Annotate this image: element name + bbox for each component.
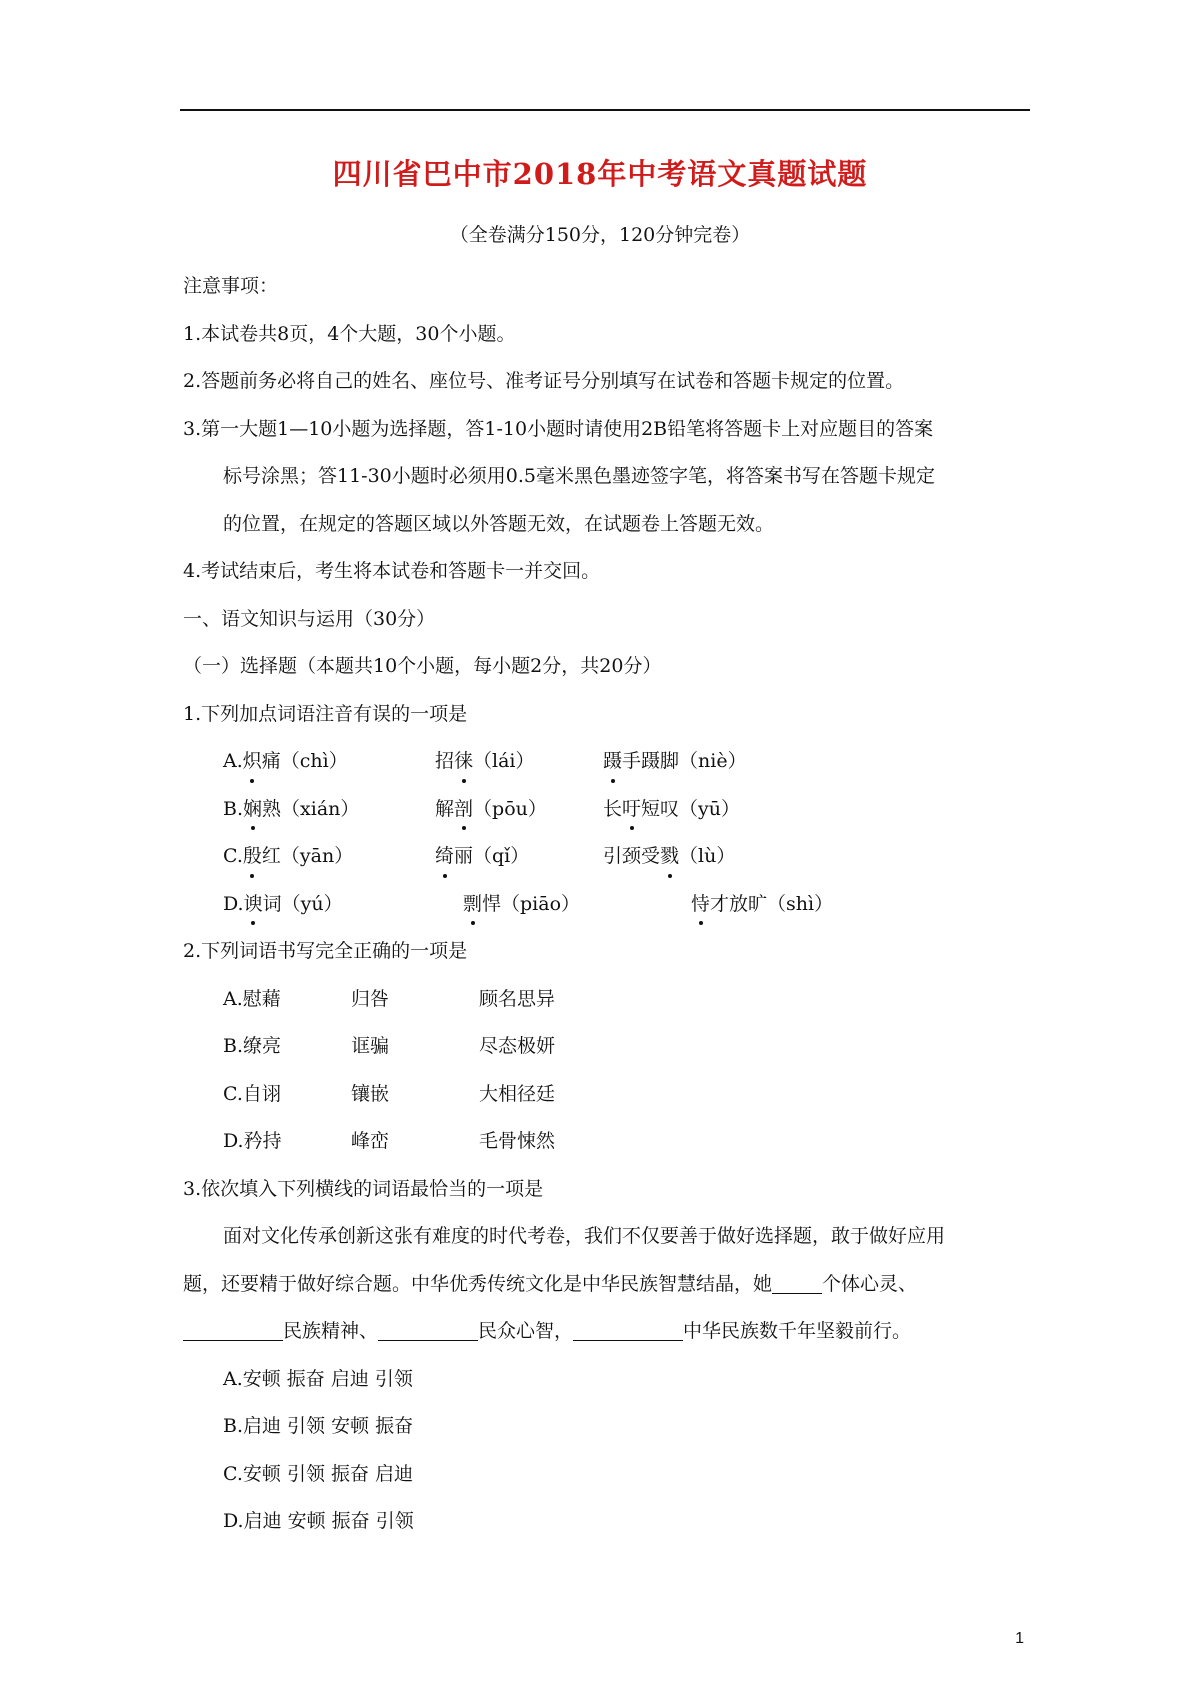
fill-blank: [772, 1274, 822, 1294]
question-2-option-d: D.矜持 峰峦 毛骨悚然: [223, 1130, 556, 1152]
header-rule: [180, 109, 1030, 111]
note-item: 4.考试结束后，考生将本试卷和答题卡一并交回。: [183, 560, 601, 582]
question-1-stem: 1.下列加点词语注音有误的一项是: [183, 702, 468, 725]
question-2-option-a: A.慰藉 归咎 顾名思异: [223, 987, 556, 1010]
page-number: 1: [1015, 1630, 1024, 1647]
question-1-option-d: D.谀词（yú） 剽悍（piāo） 恃才放旷（shì）: [183, 881, 1033, 929]
question-3-stem: 3.依次填入下列横线的词语最恰当的一项是: [183, 1177, 544, 1200]
question-3-option-a: A.安顿 振奋 启迪 引领: [223, 1367, 413, 1390]
note-item: 3.第一大题1—10小题为选择题，答1-10小题时请使用2B铅笔将答题卡上对应题目的答案: [183, 417, 934, 440]
dotted-char: 娴: [243, 786, 262, 834]
page-subtitle: （全卷满分150分，120分钟完卷）: [449, 224, 751, 246]
page-title: 四川省巴中市2018年中考语文真题试题: [332, 157, 868, 191]
question-3-option-d: D.启迪 安顿 振奋 引领: [223, 1510, 414, 1532]
question-3-passage: 题，还要精于做好综合题。中华优秀传统文化是中华民族智慧结晶，她 个体心灵、: [183, 1272, 918, 1295]
question-2-option-b: B.缭亮 诓骗 尽态极妍: [223, 1035, 556, 1057]
fill-blank: [378, 1321, 478, 1341]
dotted-char: 殷: [243, 833, 262, 881]
dotted-char: 绮: [435, 833, 454, 881]
dotted-char: 蹑: [603, 738, 622, 786]
question-1-option-b: B.娴熟（xián） 解剖（pōu） 长吁短叹（yū）: [183, 786, 1033, 834]
section-heading: 一、语文知识与运用（30分）: [183, 607, 436, 630]
dotted-char: 恃: [691, 881, 710, 929]
question-3-option-c: C.安顿 引领 振奋 启迪: [223, 1462, 414, 1485]
fill-blank: [183, 1321, 283, 1341]
question-1-option-c: C.殷红（yān） 绮丽（qǐ） 引颈受戮（lù）: [183, 833, 1033, 881]
note-item-continued: 的位置，在规定的答题区域以外答题无效，在试题卷上答题无效。: [223, 512, 775, 535]
dotted-char: 徕: [454, 738, 473, 786]
question-3-passage: 民族精神、 民众心智， 中华民族数千年坚毅前行。: [183, 1308, 1033, 1356]
document-body: [183, 263, 1033, 1546]
question-3-option-b: B.启迪 引领 安顿 振奋: [223, 1415, 414, 1437]
dotted-char: 剽: [463, 881, 482, 929]
question-3-passage: 面对文化传承创新这张有难度的时代考卷，我们不仅要善于做好选择题，敢于做好应用: [223, 1225, 946, 1247]
dotted-char: 谀: [244, 881, 263, 929]
subsection-heading: （一）选择题（本题共10个小题，每小题2分，共20分）: [183, 655, 662, 677]
note-item-continued: 标号涂黑；答11-30小题时必须用0.5毫米黑色墨迹签字笔，将答案书写在答题卡规定: [223, 465, 935, 487]
question-1-option-a: A.炽痛（chì） 招徕（lái） 蹑手蹑脚（niè）: [183, 738, 1033, 786]
dotted-char: 炽: [243, 738, 262, 786]
dotted-char: 戮: [660, 833, 679, 881]
dotted-char: 剖: [454, 786, 473, 834]
fill-blank: [573, 1321, 683, 1341]
notes-heading: 注意事项：: [183, 275, 279, 297]
note-item: 2.答题前务必将自己的姓名、座位号、准考证号分别填写在试卷和答题卡规定的位置。: [183, 370, 905, 392]
dotted-char: 吁: [622, 786, 641, 834]
question-2-option-c: C.自诩 镶嵌 大相径廷: [223, 1082, 556, 1105]
note-item: 1.本试卷共8页，4个大题，30个小题。: [183, 322, 516, 345]
question-2-stem: 2.下列词语书写完全正确的一项是: [183, 940, 468, 962]
